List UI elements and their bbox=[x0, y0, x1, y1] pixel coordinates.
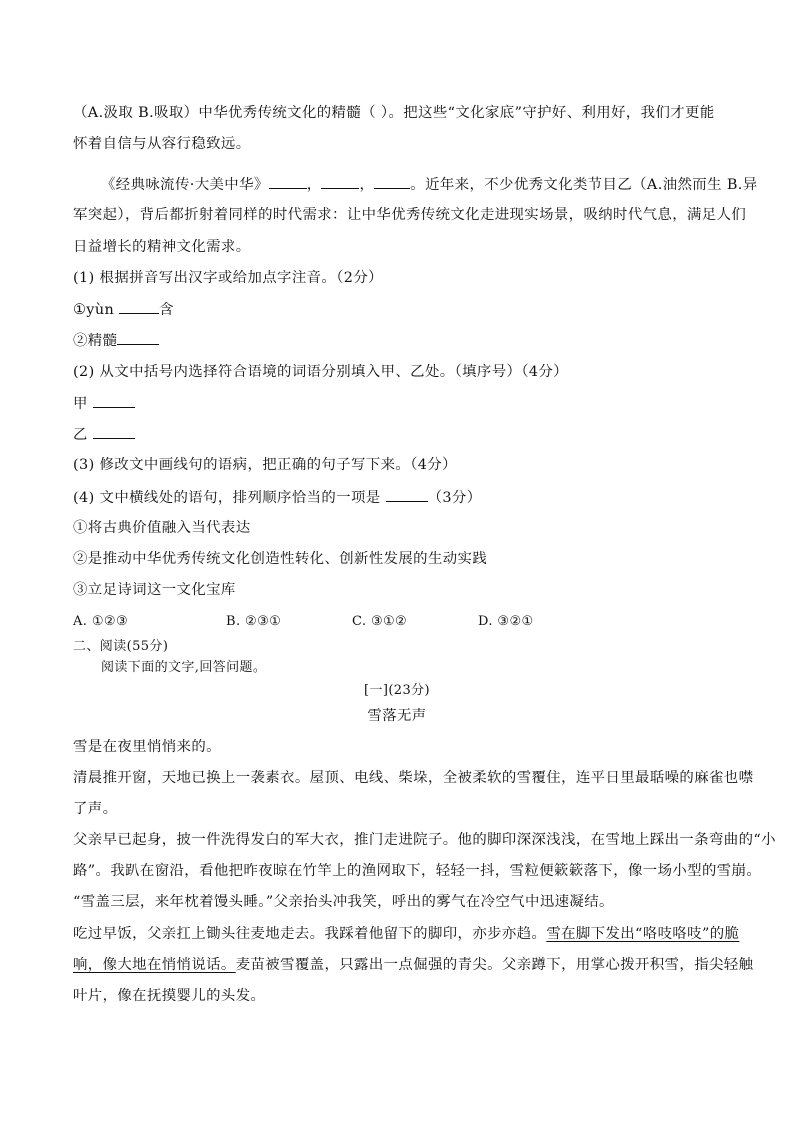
essay-p2-line1: 清晨推开窗，天地已换上一袭素衣。屋顶、电线、柴垛，全被柔软的雪覆住，连平日里最聒噪的麻雀也噤 bbox=[73, 770, 754, 786]
answer-blank-1b bbox=[117, 330, 159, 345]
para2-line2: 军突起），背后都折射着同样的时代需求：让中华优秀传统文化走进现实场景，吸纳时代气息，满足人们 bbox=[73, 207, 747, 223]
answer-blank-4 bbox=[386, 487, 428, 502]
reading-instruction: 阅读下面的文字,回答问题。 bbox=[101, 660, 267, 675]
essay-p3-line1: 父亲早已起身，披一件洗得发白的军大衣，推门走进院子。他的脚印深深浅浅，在雪地上踩出一条弯曲的“小 bbox=[73, 832, 776, 848]
answer-blank-1a bbox=[119, 299, 159, 314]
para2-line3: 日益增长的精神文化需求。 bbox=[73, 239, 251, 255]
para1-line2: 怀着自信与从容行稳致远。 bbox=[73, 136, 251, 152]
blank-3 bbox=[374, 174, 410, 189]
question-1b: ②精髓 bbox=[73, 330, 159, 351]
answer-blank-jia bbox=[93, 393, 135, 408]
blank-1 bbox=[269, 174, 307, 189]
question-4-options bbox=[73, 612, 713, 632]
para1-line1: （A.汲取 B.吸取）中华优秀传统文化的精髓（ ）。把这些“文化家底”守护好、利用好，我们才更能 bbox=[73, 105, 715, 121]
essay-title: 雪落无声 bbox=[367, 708, 427, 724]
essay-p4-line1: 吃过早饭，父亲扛上锄头往麦地走去。我踩着他留下的脚印，亦步亦趋。雪在脚下发出“咯吱咯吱”的脆 bbox=[73, 926, 740, 942]
answer-blank-yi bbox=[93, 424, 135, 439]
question-2-yi: 乙 bbox=[73, 424, 135, 445]
option-a: A. ①②③ bbox=[73, 614, 129, 629]
para2-line1: 《经典咏流传·大美中华》 ， ， 。近年来，不少优秀文化类节目乙（A.油然而生 B.异 bbox=[101, 174, 758, 195]
option-b: B. ②③① bbox=[226, 614, 282, 629]
blank-2 bbox=[321, 174, 359, 189]
question-4-title: (4) 文中横线处的语句，排列顺序恰当的一项是 （3分） bbox=[73, 487, 482, 508]
question-1-title: (1) 根据拼音写出汉字或给加点字注音。（2分） bbox=[73, 270, 383, 286]
underlined-sentence: 雪在脚下发出“咯吱咯吱”的脆 bbox=[546, 926, 740, 942]
essay-p2-line2: 了声。 bbox=[73, 801, 118, 817]
question-2-jia: 甲 bbox=[73, 393, 135, 414]
essay-p1: 雪是在夜里悄悄来的。 bbox=[73, 739, 221, 755]
underlined-sentence-cont: 响，像大地在悄悄说话。 bbox=[73, 957, 236, 973]
question-3-title: (3) 修改文中画线句的语病，把正确的句子写下来。（4分） bbox=[73, 457, 457, 473]
question-1a: ①yùn 含 bbox=[73, 299, 174, 320]
essay-p3-line3: “雪盖三层，来年枕着馒头睡。”父亲抬头冲我笑，呼出的雾气在冷空气中迅速凝结。 bbox=[73, 894, 614, 910]
question-4-item1: ①将古典价值融入当代表达 bbox=[73, 520, 251, 536]
question-4-item3: ③立足诗词这一文化宝库 bbox=[73, 582, 236, 598]
question-2-title: (2) 从文中括号内选择符合语境的词语分别填入甲、乙处。（填序号）（4分） bbox=[73, 364, 569, 380]
essay-p4-line2: 响，像大地在悄悄说话。麦苗被雪覆盖，只露出一点倔强的青尖。父亲蹲下，用掌心拨开积雪，指尖轻触 bbox=[73, 957, 754, 973]
option-c: C. ③①② bbox=[352, 614, 408, 629]
option-d: D. ③②① bbox=[478, 614, 534, 629]
part-heading: [一](23分) bbox=[363, 683, 431, 698]
question-4-item2: ②是推动中华优秀传统文化创造性转化、创新性发展的生动实践 bbox=[73, 551, 488, 567]
section-2-heading: 二、阅读(55分) bbox=[73, 639, 169, 654]
program-title: 《经典咏流传·大美中华》 bbox=[101, 177, 269, 193]
essay-p4-line3: 叶片，像在抚摸婴儿的头发。 bbox=[73, 988, 266, 1004]
essay-p3-line2: 路”。我趴在窗沿，看他把昨夜晾在竹竿上的渔网取下，轻轻一抖，雪粒便簌簌落下，像一场小型的雪崩。 bbox=[73, 863, 762, 879]
